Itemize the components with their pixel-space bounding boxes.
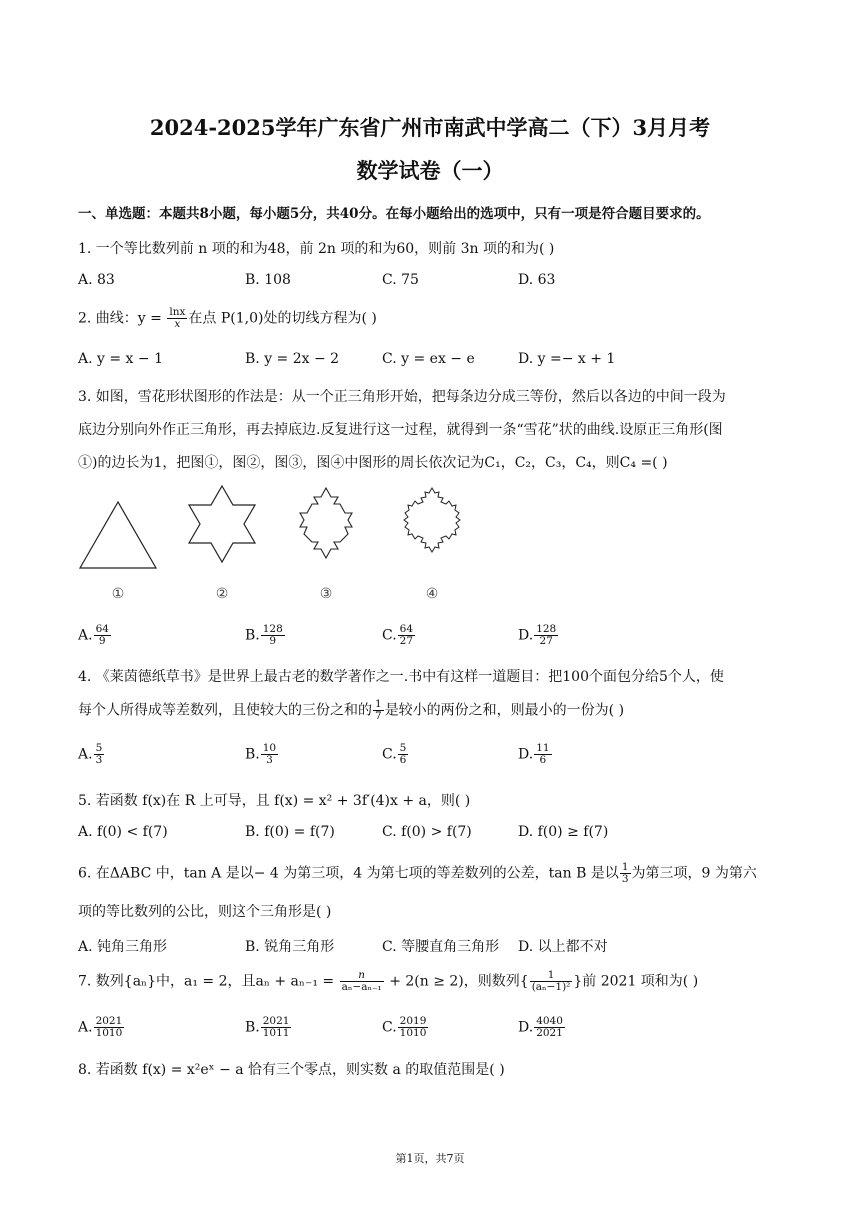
q4-a-den: 3 — [95, 754, 103, 767]
question-6-line2: 项的等比数列的公比，则这个三角形是( ) — [78, 904, 332, 920]
q7-frac2-den: (aₙ−1)² — [531, 981, 571, 994]
question-4-line1: 4. 《莱茵德纸草书》是世界上最古老的数学著作之一.书中有这样一道题目：把100个面包分给5个人，使 — [78, 669, 724, 685]
q7-stem-post: }前 2021 项和为( ) — [573, 973, 699, 990]
q3-option-c — [382, 624, 416, 647]
question-4-line2 — [78, 699, 624, 722]
q4-b-letter: B. — [245, 746, 260, 763]
q6-option-d: D. 以上都不对 — [518, 939, 608, 955]
q2-stem-post: 在点 P(1,0)处的切线方程为( ) — [188, 310, 377, 327]
page-footer: 第1页，共7页 — [395, 1152, 465, 1165]
q7-fraction-2 — [530, 970, 573, 993]
q7-a-letter: A. — [78, 1019, 93, 1036]
q6-frac-num: 1 — [621, 861, 629, 873]
q4-b-num: 10 — [262, 742, 277, 754]
q3-option-a — [78, 624, 112, 647]
figure-4-snowflake — [404, 488, 460, 552]
q2-frac-num: lnx — [169, 306, 186, 318]
q4-frac-num: 1 — [375, 698, 382, 710]
q2-option-d: D. y =− x + 1 — [518, 351, 616, 367]
q7-c-den: 1010 — [399, 1027, 427, 1040]
q3-c-letter: C. — [382, 627, 397, 644]
figure-label-2: ② — [215, 586, 229, 602]
q4-d-frac — [534, 743, 551, 766]
exam-title-line2: 数学试卷（一） — [356, 158, 504, 183]
q7-a-den: 1010 — [95, 1027, 123, 1040]
question-1-stem: 1. 一个等比数列前 n 项的和为48，前 2n 项的和为60，则前 3n 项的和为( ) — [78, 241, 555, 257]
q7-frac1-num: n — [340, 970, 384, 982]
q7-c-num: 2019 — [399, 1015, 427, 1027]
q7-option-b — [245, 1016, 292, 1039]
q7-b-num: 2021 — [262, 1015, 290, 1027]
q2-fraction — [167, 307, 187, 330]
figure-1-triangle — [80, 502, 156, 568]
q5-option-a: A. f(0) < f(7) — [78, 824, 168, 840]
q4-b-frac — [261, 743, 278, 766]
q7-d-den: 2021 — [536, 1027, 563, 1040]
q3-c-frac — [398, 624, 415, 647]
q4-d-den: 6 — [539, 754, 547, 767]
question-3-line2: 底边分别向外作正三角形，再去掉底边.反复进行这一过程，就得到一条“雪花”状的曲线.设原正三角形(图 — [78, 422, 723, 438]
q4-line2-pre: 每个人所得成等差数列，且使较大的三份之和的 — [78, 702, 372, 719]
q7-b-frac — [261, 1016, 292, 1039]
q2-frac-den: x — [174, 318, 181, 331]
q3-option-b — [245, 624, 286, 647]
q6-frac-den: 3 — [621, 873, 629, 886]
q7-a-num: 2021 — [95, 1015, 123, 1027]
q3-d-frac — [534, 624, 558, 647]
q3-a-letter: A. — [78, 627, 93, 644]
section-heading: 一、单选题：本题共8小题，每小题5分，共40分。在每小题给出的选项中，只有一项是符合题目要求的。 — [78, 206, 710, 222]
q4-fraction — [373, 699, 384, 722]
q7-d-frac — [534, 1016, 565, 1039]
q7-fraction-1 — [340, 970, 384, 993]
figure-label-4: ④ — [425, 586, 439, 602]
question-6-line1 — [78, 862, 757, 885]
question-8-stem: 8. 若函数 f(x) = x²eˣ − a 恰有三个零点，则实数 a 的取值范围是( ) — [78, 1062, 505, 1078]
q7-c-letter: C. — [382, 1019, 397, 1036]
q4-option-d — [518, 743, 553, 766]
q1-option-b: B. 108 — [245, 272, 291, 288]
q4-option-b — [245, 743, 279, 766]
q6-line1-pre: 6. 在ΔABC 中，tan A 是以− 4 为第三项，4 为第七项的等差数列的公差，tan B 是以 — [78, 865, 619, 882]
q4-c-frac — [398, 743, 409, 766]
exam-title-line1: 2024-2025学年广东省广州市南武中学高二（下）3月月考 — [149, 115, 711, 140]
q4-c-num: 5 — [399, 742, 407, 754]
figure-2-star — [189, 486, 255, 562]
q3-c-num: 64 — [399, 623, 414, 635]
q4-c-den: 6 — [399, 754, 407, 767]
q5-option-b: B. f(0) = f(7) — [245, 824, 335, 840]
q4-frac-den: 7 — [375, 710, 382, 723]
q7-stem-pre: 7. 数列{aₙ}中，a₁ = 2，且aₙ + aₙ₋₁ = — [78, 973, 339, 990]
question-3-line1: 3. 如图，雪花形状图形的作法是：从一个正三角形开始，把每条边分成三等份，然后以各边的中间一段为 — [78, 389, 726, 405]
figure-label-3: ③ — [319, 586, 333, 602]
q6-option-b: B. 锐角三角形 — [245, 939, 335, 955]
q3-option-d — [518, 624, 559, 647]
q3-b-num: 128 — [262, 623, 283, 635]
q7-option-d — [518, 1016, 566, 1039]
q7-option-a — [78, 1016, 125, 1039]
question-3-line3: ①)的边长为1，把图①，图②，图③，图④中图形的周长依次记为C₁，C₂，C₃，C₄，则C₄ =( ) — [78, 455, 668, 471]
q3-b-letter: B. — [245, 627, 260, 644]
q3-d-den: 27 — [539, 635, 553, 648]
question-5-stem: 5. 若函数 f(x)在 R 上可导，且 f(x) = x² + 3f′(4)x + a，则( ) — [78, 793, 471, 809]
q7-frac2-num: 1 — [530, 970, 573, 982]
q7-option-c — [382, 1016, 429, 1039]
q3-a-frac — [94, 624, 111, 647]
q7-c-frac — [398, 1016, 429, 1039]
q4-b-den: 3 — [266, 754, 273, 767]
q3-b-frac — [261, 624, 285, 647]
q6-option-a: A. 钝角三角形 — [78, 939, 168, 955]
q4-d-letter: D. — [518, 746, 534, 763]
q4-a-letter: A. — [78, 746, 93, 763]
q1-option-a: A. 83 — [78, 272, 115, 288]
q3-c-den: 27 — [399, 635, 414, 648]
q5-option-c: C. f(0) > f(7) — [382, 824, 472, 840]
q5-option-d: D. f(0) ≥ f(7) — [518, 824, 609, 840]
q3-d-letter: D. — [518, 627, 534, 644]
q2-stem-pre: 2. 曲线：y = — [78, 310, 167, 327]
q4-d-num: 11 — [536, 742, 550, 754]
q3-d-num: 128 — [536, 623, 557, 635]
q7-a-frac — [94, 1016, 125, 1039]
q4-line2-post: 是较小的两份之和，则最小的一份为( ) — [384, 702, 625, 719]
q3-b-den: 9 — [269, 635, 277, 648]
question-7-stem — [78, 970, 698, 993]
q2-option-c: C. y = ex − e — [382, 351, 475, 367]
q4-a-num: 5 — [95, 742, 103, 754]
q3-a-num: 64 — [95, 623, 109, 635]
q1-option-c: C. 75 — [382, 272, 419, 288]
q7-b-letter: B. — [245, 1019, 260, 1036]
q6-line1-post: 为第三项，9 为第六 — [631, 865, 757, 882]
figure-3-snowflake — [300, 488, 352, 558]
q7-d-num: 4040 — [536, 1015, 563, 1027]
q2-option-a: A. y = x − 1 — [78, 351, 163, 367]
q4-option-c — [382, 743, 409, 766]
q1-option-d: D. 63 — [518, 272, 556, 288]
q7-stem-mid: + 2(n ≥ 2)，则数列{ — [384, 973, 529, 990]
q6-option-c: C. 等腰直角三角形 — [382, 939, 500, 955]
q4-option-a — [78, 743, 105, 766]
q6-fraction — [620, 862, 631, 885]
q2-option-b: B. y = 2x − 2 — [245, 351, 340, 367]
snowflake-figures — [70, 480, 490, 615]
q7-frac1-den: aₙ−aₙ₋₁ — [341, 981, 382, 994]
q7-b-den: 1011 — [262, 1027, 290, 1040]
q4-c-letter: C. — [382, 746, 397, 763]
q4-a-frac — [94, 743, 105, 766]
q7-d-letter: D. — [518, 1019, 534, 1036]
q3-a-den: 9 — [98, 635, 106, 648]
question-2-stem — [78, 307, 377, 330]
figure-label-1: ① — [111, 586, 125, 602]
